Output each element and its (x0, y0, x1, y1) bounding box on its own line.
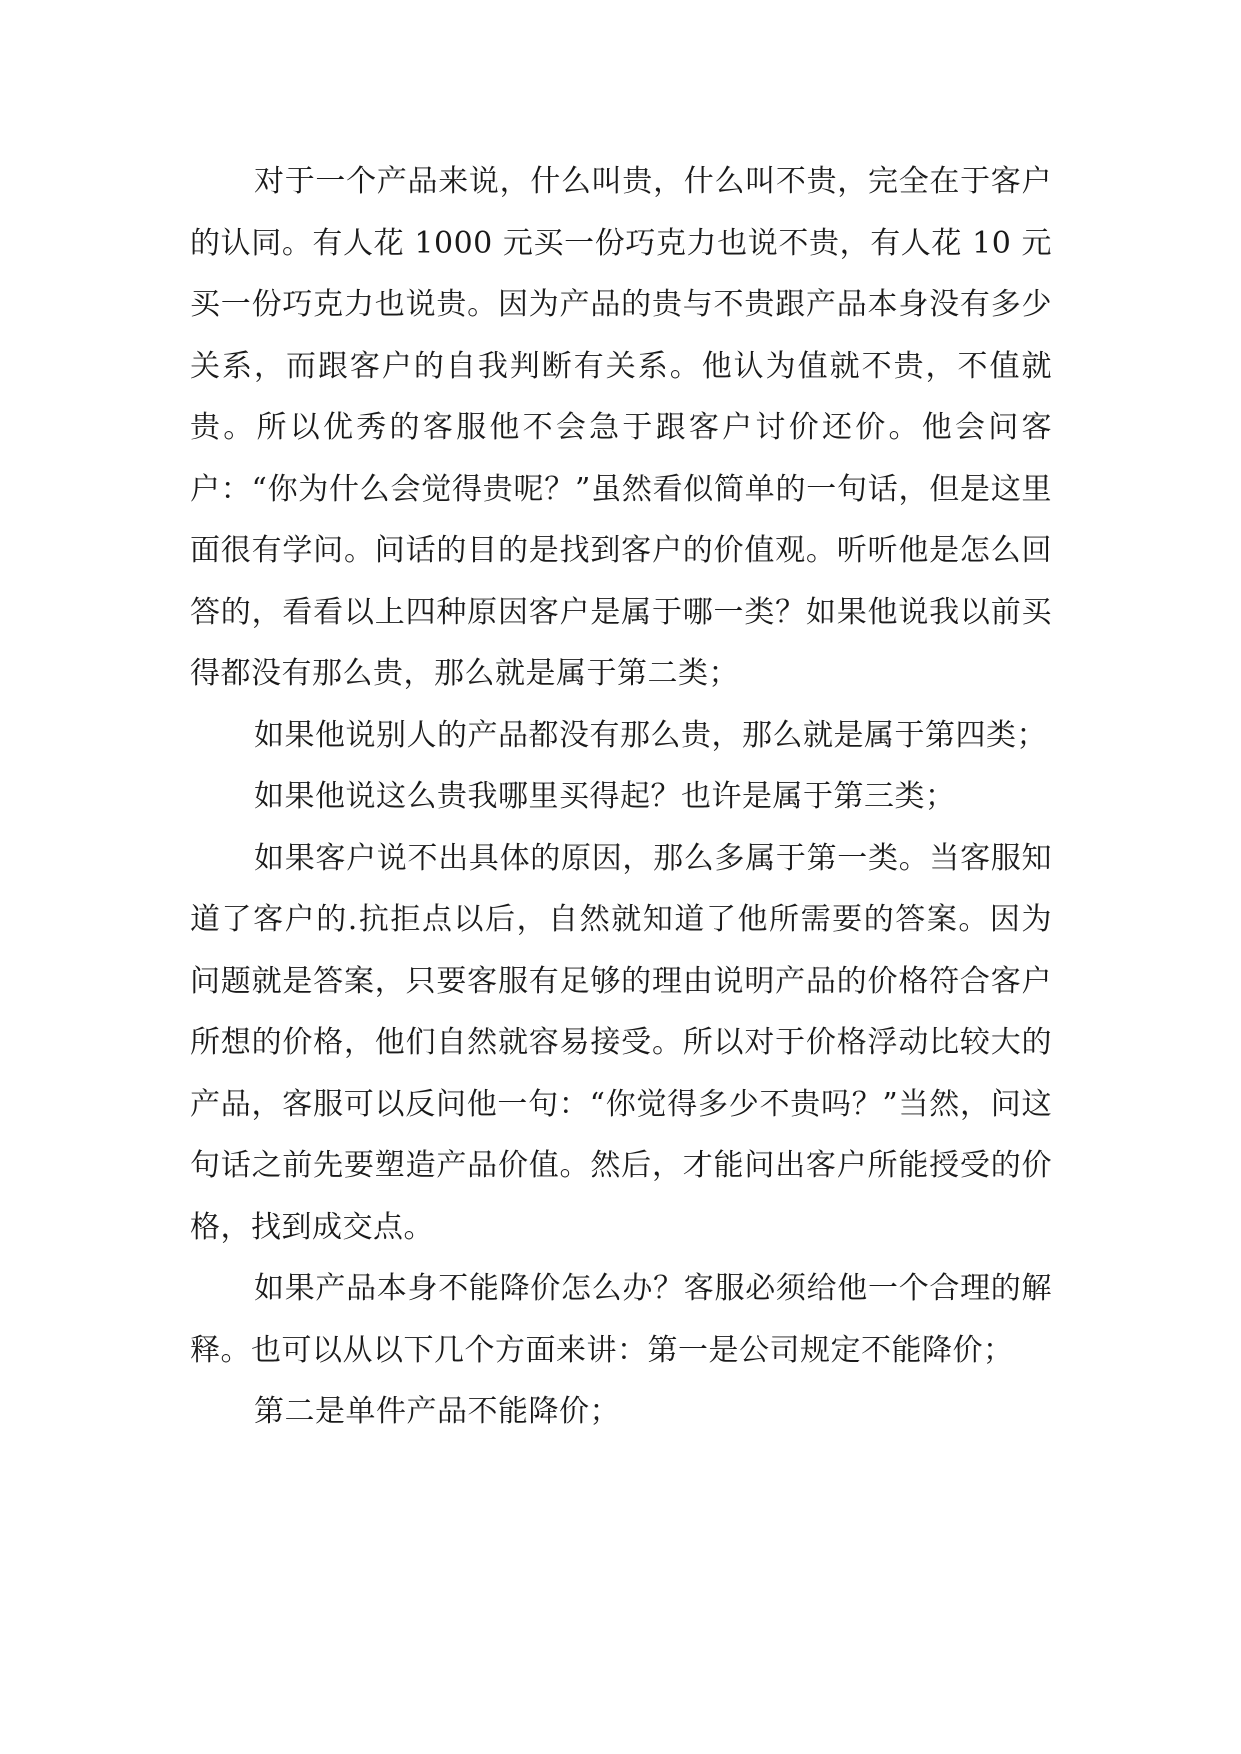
paragraph-2: 如果他说别人的产品都没有那么贵，那么就是属于第四类； (254, 717, 1047, 753)
paragraph-4: 如果客户说不出具体的原因，那么多属于第一类。当客服知道了客户的.抗拒点以后，自然就知道了他所需要的答案。因为问题就是答案，只要客服有足够的理由说明产品的价格符合客户所想的价格，他们自然就容易接受。所以对于价格浮动比较大的产品，客服可以反问他一句：“你觉得多少不贵吗？”当然，问这句话之前先要塑造产品价值。然后，才能问出客户所能授受的价格，找到成交点。 (190, 840, 1052, 1245)
paragraph-6: 第二是单件产品不能降价； (254, 1394, 620, 1429)
paragraph-3: 如果他说这么贵我哪里买得起？也许是属于第三类； (254, 779, 956, 814)
paragraph-1: 对于一个产品来说，什么叫贵，什么叫不贵，完全在于客户的认同。有人花 1000 元买一份巧克力也说不贵，有人花 10 元买一份巧克力也说贵。因为产品的贵与不贵跟产品本身没有多少关系，而跟客户的自我判断有关系。他认为值就不贵，不值就贵。所以优秀的客服他不会急于跟客户讨价还价。他会问客户：“你为什么会觉得贵呢？”虽然看似简单的一句话，但是这里面很有学问。问话的目的是找到客户的价值观。听听他是怎么回答的，看看以上四种原因客户是属于哪一类？如果他说我以前买得都没有那么贵，那么就是属于第二类； (190, 164, 1052, 691)
paragraph-5: 如果产品本身不能降价怎么办？客服必须给他一个合理的解释。也可以从以下几个方面来讲：第一是公司规定不能降价； (190, 1271, 1052, 1368)
document-body (190, 151, 1052, 1443)
